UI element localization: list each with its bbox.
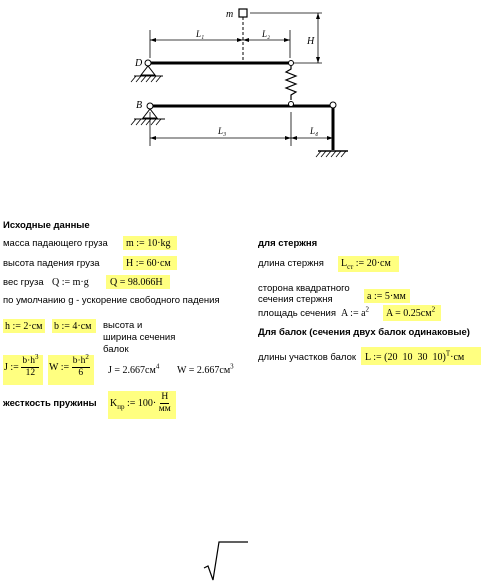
area-label: площадь сечения	[258, 308, 336, 319]
height-expression[interactable]: H := 60·см	[126, 258, 171, 269]
rod-length-label: длина стержня	[258, 258, 324, 269]
W-result: $W = 2.667см^3$	[177, 362, 234, 376]
spring-unit-fraction: $\frac{H}{мм}$	[158, 392, 171, 414]
J-lhs: J :=	[4, 361, 19, 373]
H-label: H	[307, 36, 315, 47]
side-label-line1: сторона квадратного	[258, 283, 350, 294]
spring-stiffness-label: жесткость пружины	[3, 398, 97, 409]
mass-label: m	[226, 9, 234, 20]
J-fraction: $\frac{b\cdot h^3}{12}$	[22, 352, 39, 378]
side-expression[interactable]: a := 5·мм	[367, 291, 406, 302]
rod-length-expression[interactable]: $L_{ст}$ := 20·см	[341, 258, 391, 271]
spring	[286, 66, 296, 100]
area-definition[interactable]: A := $a^2$	[341, 305, 370, 319]
spring-expression[interactable]: $K_{пр}$ := 100· $\frac{H}{мм}$	[110, 392, 171, 414]
side-label-line2: сечения стержня	[258, 294, 333, 305]
area-result: $A = 0.25см^2$	[386, 305, 436, 319]
W-lhs: W :=	[49, 361, 70, 373]
b-expression[interactable]: b := 4·см	[54, 321, 92, 332]
J-result: $J = 2.667см^4$	[108, 362, 160, 376]
beam-lengths-expression[interactable]: L := (20 10 30 10)$^T$·см	[365, 349, 465, 363]
mass-box	[239, 9, 247, 17]
section-note-line3: балок	[103, 344, 129, 355]
B-label: B	[136, 100, 143, 111]
sqrt-symbol	[200, 538, 250, 582]
h-expression[interactable]: h := 2·см	[5, 321, 43, 332]
weight-result: Q = 98.066H	[110, 277, 163, 288]
rod-heading: для стержня	[258, 238, 318, 249]
W-fraction: $\frac{b\cdot h^2}{6}$	[72, 352, 89, 378]
section-note-line1: высота и	[103, 320, 143, 331]
L4-label: L₄	[310, 126, 319, 136]
L1-label: L₁	[196, 29, 205, 39]
height-label: высота падения груза	[3, 258, 100, 269]
L3-label: L₃	[218, 126, 227, 136]
mass-label: масса падающего груза	[3, 238, 108, 249]
beam-lengths-label: длины участков балок	[258, 352, 357, 363]
beams-heading: Для балок (сечения двух балок одинаковые)	[258, 327, 470, 338]
J-formula[interactable]	[4, 352, 39, 379]
initial-data-heading: Исходные данные	[3, 220, 90, 231]
gravity-note: по умолчанию g - ускорение свободного падения	[3, 295, 220, 306]
section-note-line2: ширина сечения	[103, 332, 176, 343]
L2-label: L₂	[262, 29, 271, 39]
W-formula[interactable]	[49, 352, 90, 379]
D-label: D	[135, 58, 143, 69]
mass-expression[interactable]: m := 10·kg	[126, 238, 171, 249]
beam-spring-diagram	[0, 0, 491, 200]
weight-label: вес груза	[3, 277, 44, 288]
weight-definition[interactable]: Q := m·g	[52, 277, 89, 288]
